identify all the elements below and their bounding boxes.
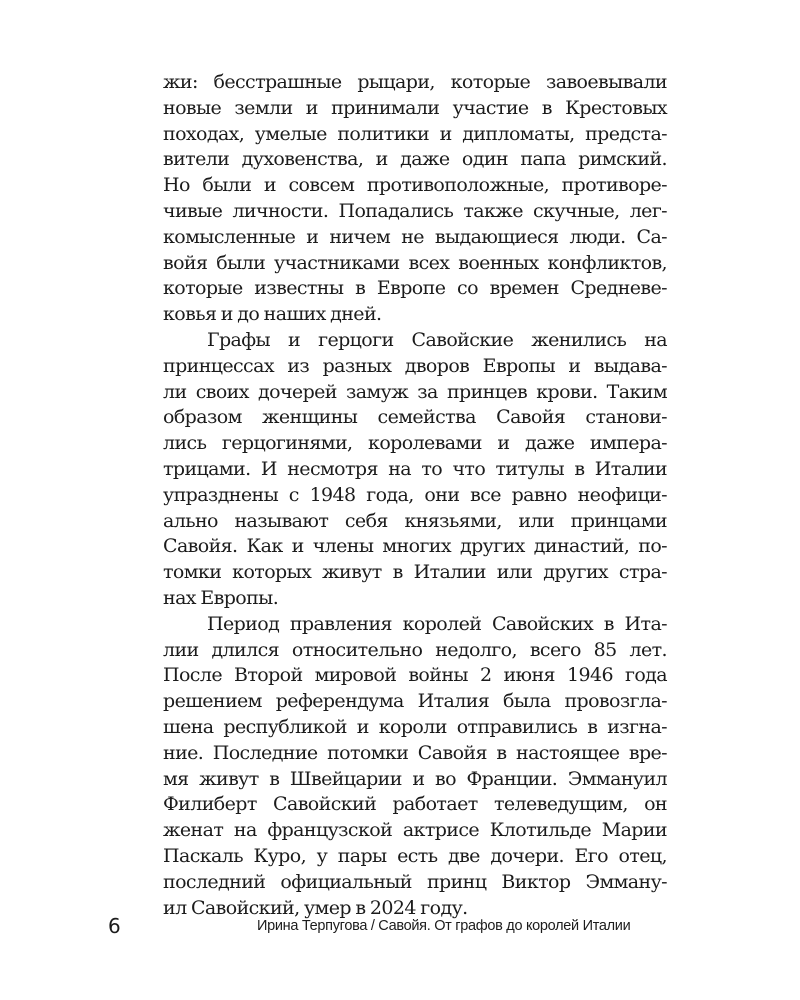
text-line: упразднены с 1948 года, они все равно неофици- [163, 483, 667, 506]
text-line: ально называют себя князьями, или принцами [163, 509, 667, 532]
body-text [163, 70, 667, 921]
text-line: решением референдума Италия была провозгла- [163, 690, 667, 713]
text-line: ил Савойский, умер в 2024 году. [163, 896, 468, 919]
page-number: 6 [108, 914, 121, 938]
text-line: войя были участниками всех военных конфликтов, [163, 251, 667, 274]
text-line: новые земли и принимали участие в Крестовых [163, 96, 667, 119]
paragraph-1 [163, 70, 667, 328]
text-line: вители духовенства, и даже один папа римский. [163, 148, 667, 171]
text-line: лись герцогинями, королевами и даже импера- [163, 432, 667, 455]
paragraph-3 [163, 612, 667, 922]
text-line: Графы и герцоги Савойские женились на [207, 328, 667, 351]
text-line: шена республикой и короли отправились в изгна- [163, 715, 667, 738]
text-line: ли своих дочерей замуж за принцев крови. Таким [163, 380, 667, 403]
text-line: принцессах из разных дворов Европы и выдава- [163, 354, 667, 377]
text-line: чивые личности. Попадались также скучные, лег- [163, 199, 667, 222]
page-footer [0, 912, 800, 942]
text-line: После Второй мировой войны 2 июня 1946 года [163, 664, 667, 687]
running-title: Ирина Терпугова / Савойя. От графов до королей Италии [257, 918, 631, 934]
text-line: ковья и до наших дней. [163, 303, 382, 326]
text-line: Но были и совсем противоположные, противоре- [163, 174, 667, 197]
text-line: жи: бесстрашные рыцари, которые завоевывали [163, 71, 667, 93]
text-line: мя живут в Швейцарии и во Франции. Эммануил [163, 767, 667, 790]
text-line: трицами. И несмотря на то что титулы в Италии [163, 457, 667, 480]
text-line: комысленные и ничем не выдающиеся люди. Са- [163, 225, 667, 248]
paragraph-2 [163, 328, 667, 612]
text-line: походах, умелые политики и дипломаты, предста- [163, 122, 667, 145]
text-line: Филиберт Савойский работает телеведущим, он [163, 793, 667, 816]
text-line: лии длился относительно недолго, всего 85 лет. [163, 638, 667, 661]
text-line: образом женщины семейства Савойя станови- [163, 406, 667, 429]
text-line: женат на французской актрисе Клотильде Марии [163, 819, 667, 842]
text-line: томки которых живут в Италии или других стра- [163, 561, 667, 584]
text-line: Период правления королей Савойских в Ита- [207, 612, 667, 635]
text-line: которые известны в Европе со времен Средневе- [163, 277, 667, 300]
text-line: ние. Последние потомки Савойя в настоящее вре- [163, 741, 667, 764]
text-line: нах Европы. [163, 586, 279, 609]
text-line: Паскаль Куро, у пары есть две дочери. Его отец, [163, 844, 667, 867]
text-line: последний официальный принц Виктор Эмману- [163, 870, 667, 893]
text-line: Савойя. Как и члены многих других династий, по- [163, 535, 667, 558]
